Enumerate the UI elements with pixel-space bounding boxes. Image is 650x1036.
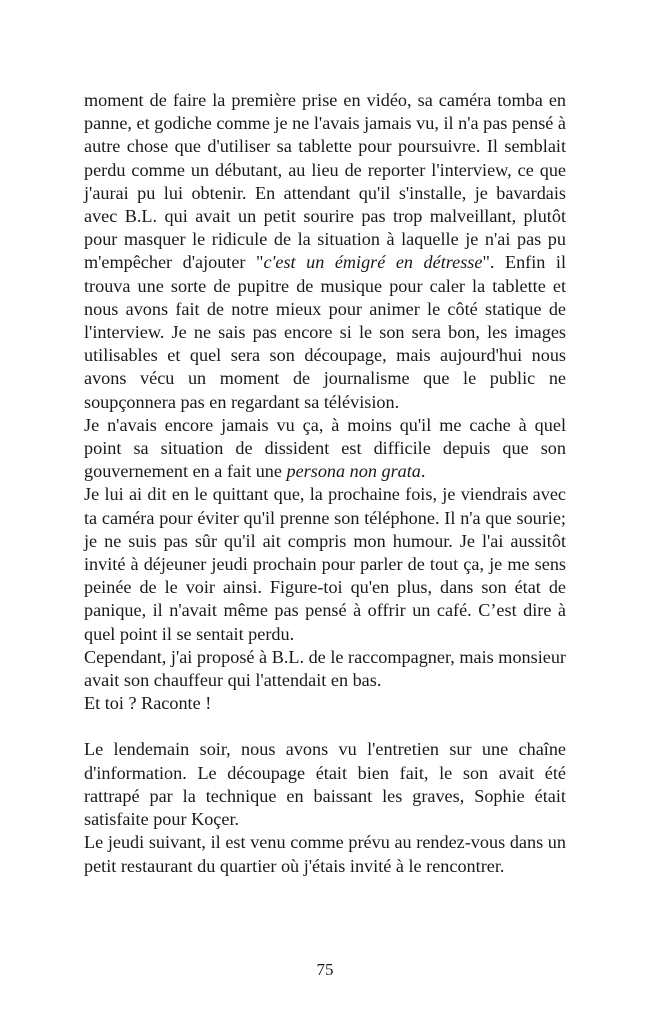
paragraph-interview — [84, 89, 566, 414]
paragraph-thursday: Le jeudi suivant, il est venu comme prévu au rendez-vous dans un petit restaurant du quartier où j'étais invité à le rencontrer. — [84, 832, 566, 876]
paragraph-text: moment de faire la première prise en vidéo, sa caméra tomba en panne, et godiche comme je ne l'avais jamais vu, il n'a pas pensé à autre chose que d'utiliser sa tablette pour poursuivre. Il semblait perdu comme un débutant, au lieu de reporter l'interview, ce que j'aurai pu lui obtenir. En attendant qu'il s'installe, je bavardais avec B.L. qui avait un petit sourire pas trop malveillant, plutôt pour masquer le ridicule de la situation à laquelle je n'ai pas pu m'empêcher d'ajouter " — [84, 90, 566, 273]
page-number: 75 — [316, 960, 334, 979]
paragraph-leaving: Je lui ai dit en le quittant que, la prochaine fois, je viendrais avec ta caméra pour éviter qu'il prenne son téléphone. Il n'a que sourie; je ne suis pas sûr qu'il ait compris mon humour. Je l'ai aussitôt invité à déjeuner jeudi prochain pour parler de tout ça, je me sens peinée de le voir ainsi. Figure-toi qu'en plus, dans son état de panique, il n'avait même pas pensé à offrir un café. C’est dire à quel point il se sentait perdu. — [84, 484, 566, 644]
paragraph-raconte: Et toi ? Raconte ! — [84, 693, 212, 714]
paragraph-text: . — [420, 461, 426, 482]
paragraph-text: ". Enfin il trouva une sorte de pupitre de musique pour caler la tablette et nous avons fait de notre mieux pour animer le côté statique de l'interview. Je ne sais pas encore si le son sera bon, les images utilisables et quel sera son découpage, mais aujourd'hui nous avons vécu un moment de journalisme que le public ne soupçonnera pas en regardant sa télévision. — [84, 252, 566, 412]
italic-phrase: persona non grata — [286, 461, 421, 482]
paragraph-next-evening: Le lendemain soir, nous avons vu l'entretien sur une chaîne d'information. Le découpage était bien fait, le son avait été rattrapé par la technique en baissant les graves, Sophie était satisfaite pour Koçer. — [84, 739, 566, 830]
page-body — [84, 89, 566, 878]
paragraph-dissident — [84, 414, 566, 484]
paragraph-chauffeur: Cependant, j'ai proposé à B.L. de le raccompagner, mais monsieur avait son chauffeur qui l'attendait en bas. — [84, 646, 566, 691]
paragraph-text: Je n'avais encore jamais vu ça, à moins qu'il me cache à quel point sa situation de dissident est difficile depuis que son gouvernement en a fait une — [84, 414, 566, 482]
italic-quote: c'est un émigré en détresse — [263, 252, 483, 273]
